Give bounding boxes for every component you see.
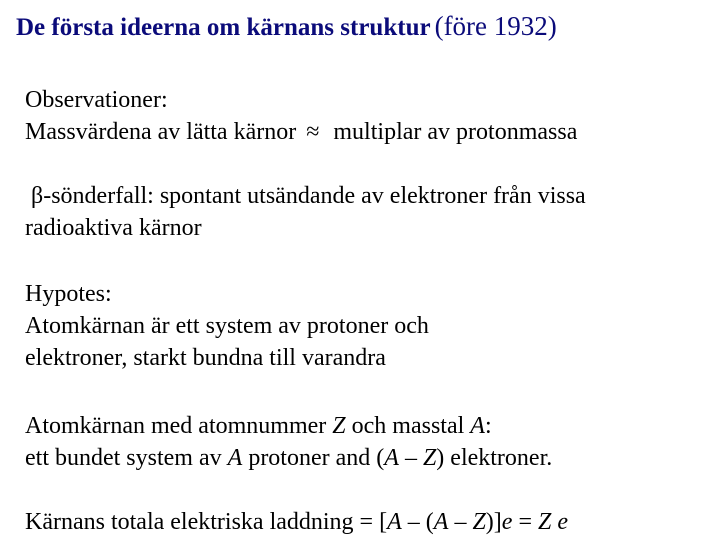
beta-decay-text1: -sönderfall: spontant utsändande av elektroner från vissa	[43, 183, 586, 209]
charge-e: e	[501, 509, 513, 535]
nucleus-line2	[25, 442, 552, 474]
mass-text-start: Massvärdena av lätta kärnor	[25, 119, 297, 145]
nucleus-l2-text3: ) elektroner.	[436, 445, 553, 471]
charge-minus1: – (	[401, 509, 434, 535]
nucleus-l1-text3: :	[484, 413, 492, 439]
hypothesis-block	[25, 278, 429, 374]
observations-block	[25, 84, 577, 148]
charge-close: )]	[485, 509, 502, 535]
observations-heading: Observationer:	[25, 87, 168, 113]
nucleus-l2-A2: A	[384, 445, 399, 471]
beta-decay-line2: radioaktiva kärnor	[25, 215, 202, 241]
charge-e2: e	[557, 509, 568, 535]
nucleus-l2-Z: Z	[422, 445, 437, 471]
nucleus-l2-text2: protoner and (	[242, 445, 385, 471]
hypothesis-line2: elektroner, starkt bundna till varandra	[25, 345, 386, 371]
charge-block	[25, 506, 568, 538]
charge-A: A	[387, 509, 402, 535]
nucleus-l2-text1: ett bundet system av	[25, 445, 228, 471]
charge-Z2: Z	[537, 509, 552, 535]
observations-mass-line	[25, 116, 577, 148]
approx-symbol: ≈	[306, 119, 320, 145]
charge-Z: Z	[472, 509, 486, 535]
nucleus-l2-minus: –	[398, 445, 423, 471]
beta-decay-line1	[25, 180, 586, 212]
beta-decay-block	[25, 180, 586, 244]
charge-text1: Kärnans totala elektriska laddning = [	[25, 509, 388, 535]
nucleus-block	[25, 410, 552, 474]
mass-text-end: multiplar av protonmassa	[333, 119, 578, 145]
charge-minus2: –	[448, 509, 473, 535]
hypothesis-line1: Atomkärnan är ett system av protoner och	[25, 313, 429, 339]
nucleus-l1-Z: Z	[332, 413, 346, 439]
title-year: (före 1932)	[434, 11, 557, 41]
nucleus-l2-A: A	[227, 445, 243, 471]
charge-A2: A	[433, 509, 449, 535]
nucleus-l1-text2: och masstal	[345, 413, 471, 439]
charge-eq: =	[512, 509, 538, 535]
title-main: De första ideerna om kärnans struktur	[16, 14, 431, 41]
nucleus-line1	[25, 410, 552, 442]
beta-symbol: β	[31, 183, 44, 209]
charge-line	[25, 506, 568, 538]
nucleus-l1-A: A	[470, 413, 485, 439]
nucleus-l1-text1: Atomkärnan med atomnummer	[25, 413, 333, 439]
slide-title	[16, 6, 557, 51]
hypothesis-heading: Hypotes:	[25, 281, 112, 307]
